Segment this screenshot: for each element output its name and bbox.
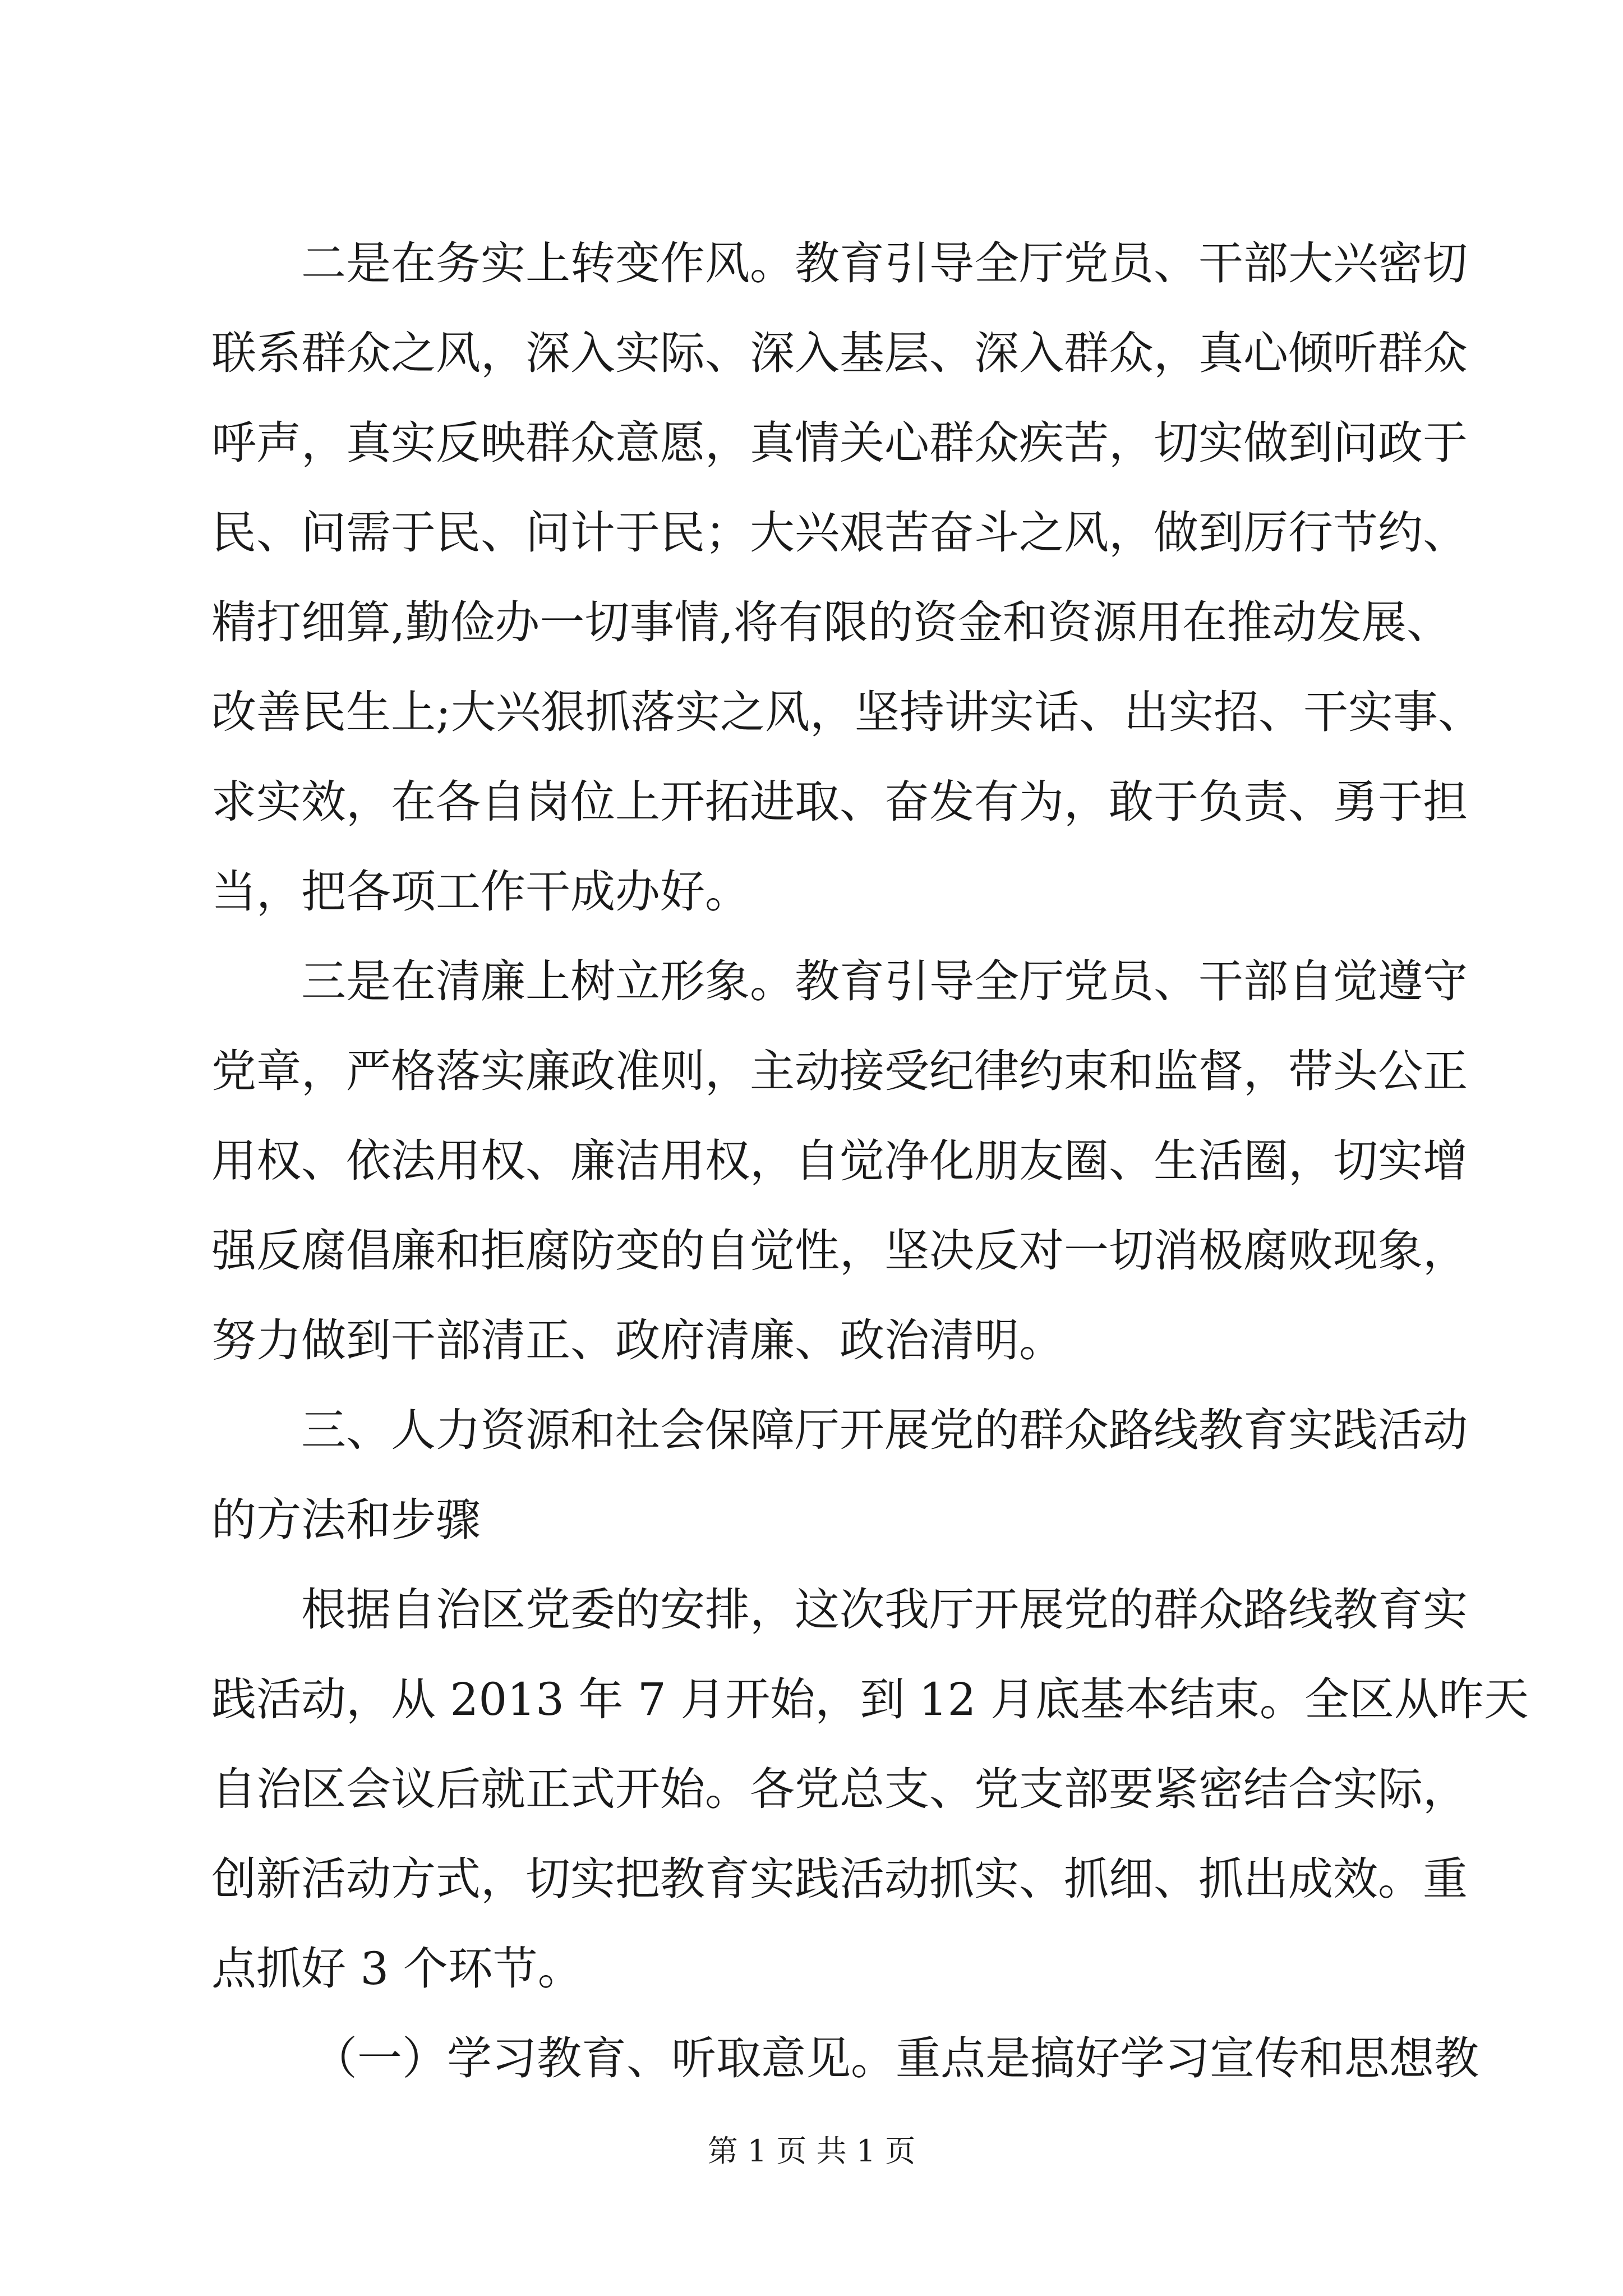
paragraph-3-line-2: 党章，严格落实廉政准则，主动接受纪律约束和监督，带头公正: [211, 1045, 1468, 1097]
paragraph-2-line-4: 民、问需于民、问计于民；大兴艰苦奋斗之风，做到厉行节约、: [211, 507, 1468, 559]
paragraph-3-line-5: 努力做到干部清正、政府清廉、政治清明。: [211, 1314, 1064, 1366]
paragraph-2-line-6: 改善民生上;大兴狠抓落实之风，坚持讲实话、出实招、干实事、: [211, 686, 1483, 738]
page-footer: 第 1 页 共 1 页: [707, 2133, 916, 2169]
paragraph-4-line-3: 自治区会议后就正式开始。各党总支、党支部要紧密结合实际，: [211, 1763, 1468, 1815]
paragraph-4-line-2: 践活动，从 2013 年 7 月开始，到 12 月底基本结束。全区从昨天: [211, 1673, 1529, 1726]
paragraph-2-line-3: 呼声，真实反映群众意愿，真情关心群众疾苦，切实做到问政于: [211, 417, 1468, 469]
paragraph-3-line-1: 三是在清廉上树立形象。教育引导全厅党员、干部自觉遵守: [301, 955, 1468, 1007]
paragraph-2-line-8: 当，把各项工作干成办好。: [211, 866, 750, 918]
paragraph-4-line-1: 根据自治区党委的安排，这次我厅开展党的群众路线教育实: [301, 1584, 1468, 1636]
paragraph-2-line-7: 求实效，在各自岗位上开拓进取、奋发有为，敢于负责、勇于担: [211, 776, 1468, 828]
section-heading-line-2: 的方法和步骤: [211, 1494, 481, 1546]
paragraph-2-line-1: 二是在务实上转变作风。教育引导全厅党员、干部大兴密切: [301, 237, 1468, 289]
paragraph-5-line-1: （一）学习教育、听取意见。重点是搞好学习宣传和思想教: [312, 2032, 1479, 2085]
paragraph-3-line-4: 强反腐倡廉和拒腐防变的自觉性，坚决反对一切消极腐败现象，: [211, 1225, 1468, 1277]
section-heading-line-1: 三、人力资源和社会保障厅开展党的群众路线教育实践活动: [301, 1404, 1468, 1456]
paragraph-2-line-2: 联系群众之风，深入实际、深入基层、深入群众，真心倾听群众: [211, 327, 1468, 379]
paragraph-4-line-5: 点抓好 3 个环节。: [211, 1943, 583, 1995]
paragraph-3-line-3: 用权、依法用权、廉洁用权，自觉净化朋友圈、生活圈，切实增: [211, 1135, 1468, 1187]
paragraph-4-line-4: 创新活动方式，切实把教育实践活动抓实、抓细、抓出成效。重: [211, 1853, 1468, 1905]
paragraph-2-line-5: 精打细算,勤俭办一切事情,将有限的资金和资源用在推动发展、: [211, 596, 1451, 648]
